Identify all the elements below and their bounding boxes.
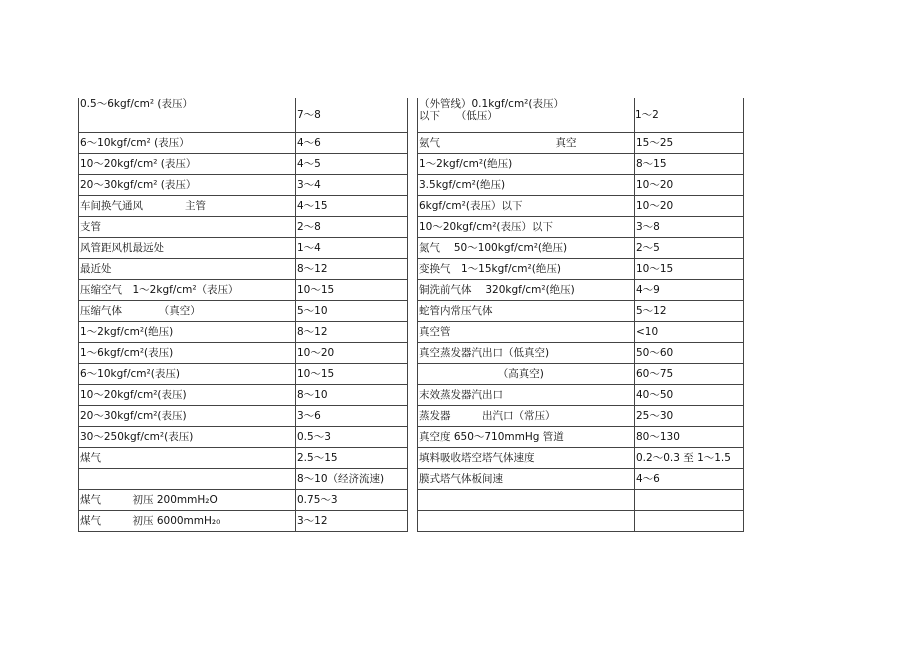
- row-name-cell: 压缩空气 1～2kgf/cm²（表压）: [79, 280, 296, 301]
- table-row: [79, 448, 408, 469]
- row-value-cell: 10～15: [635, 259, 744, 280]
- table-row: [79, 490, 408, 511]
- table-row: [418, 427, 744, 448]
- table-row: [418, 238, 744, 259]
- row-value-cell: 2.5～15: [296, 448, 408, 469]
- table-row: [418, 259, 744, 280]
- row-name-cell: 1～6kgf/cm²(表压): [79, 343, 296, 364]
- row-value-cell: 3～4: [296, 175, 408, 196]
- row-name-cell: 10～20kgf/cm²(表压): [79, 385, 296, 406]
- row-value-cell: [635, 490, 744, 511]
- row-name-cell: （高真空): [418, 364, 635, 385]
- row-name-cell: 蒸发器 出汽口（常压）: [418, 406, 635, 427]
- row-name-cell: 煤气 初压 6000mmH₂₀: [79, 511, 296, 532]
- table-row: [79, 364, 408, 385]
- row-value-cell: 0.75～3: [296, 490, 408, 511]
- row-name-cell: 车间换气通风 主管: [79, 196, 296, 217]
- table-row: [79, 427, 408, 448]
- row-value-cell: 10～15: [296, 280, 408, 301]
- row-name-cell: 0.5～6kgf/cm² (表压）: [79, 98, 296, 133]
- table-row: [79, 259, 408, 280]
- row-name-cell: 10～20kgf/cm²(表压）以下: [418, 217, 635, 238]
- row-value-cell: 4～6: [296, 133, 408, 154]
- table-row: [79, 154, 408, 175]
- row-value-cell: 40～50: [635, 385, 744, 406]
- row-value-cell: [635, 98, 744, 133]
- table-row: [79, 98, 408, 133]
- row-name-cell: 变换气 1～15kgf/cm²(绝压): [418, 259, 635, 280]
- row-name-cell: 真空度 650～710mmHg 管道: [418, 427, 635, 448]
- row-name-cell: 最近处: [79, 259, 296, 280]
- row-value-cell: 0.2～0.3 至 1～1.5: [635, 448, 744, 469]
- table-row: [418, 511, 744, 532]
- row-value-cell: 10～20: [635, 175, 744, 196]
- row-value-cell: 8～15: [635, 154, 744, 175]
- table-row: [418, 406, 744, 427]
- table-row: [79, 175, 408, 196]
- row-name-cell: 10～20kgf/cm² (表压）: [79, 154, 296, 175]
- table-row: [418, 98, 744, 133]
- row-name-cell: 填料吸收塔空塔气体速度: [418, 448, 635, 469]
- table-row: [79, 322, 408, 343]
- right-table: [417, 98, 744, 532]
- row-name-cell: [79, 469, 296, 490]
- row-name-line2: 以下 （低压）: [419, 110, 498, 122]
- row-value-cell: 2～5: [635, 238, 744, 259]
- table-row: [418, 322, 744, 343]
- row-name-cell: 蛇管内常压气体: [418, 301, 635, 322]
- row-value: 1～2: [635, 109, 659, 121]
- table-row: [418, 490, 744, 511]
- table-row: [79, 217, 408, 238]
- row-value-cell: 8～10: [296, 385, 408, 406]
- row-name-cell: 20～30kgf/cm²(表压): [79, 406, 296, 427]
- table-row: [418, 175, 744, 196]
- row-name-cell: 30～250kgf/cm²(表压): [79, 427, 296, 448]
- left-table: [78, 98, 408, 532]
- row-name-cell: 真空管: [418, 322, 635, 343]
- row-name-cell: 6～10kgf/cm²(表压): [79, 364, 296, 385]
- table-row: [79, 343, 408, 364]
- table-row: [418, 133, 744, 154]
- row-value-cell: 8～12: [296, 322, 408, 343]
- table-row: [79, 238, 408, 259]
- row-name-cell: [418, 511, 635, 532]
- row-value-cell: 25～30: [635, 406, 744, 427]
- row-name-cell: 铜洗前气体 320kgf/cm²(绝压): [418, 280, 635, 301]
- row-name-cell: 压缩气体 （真空）: [79, 301, 296, 322]
- table-row: [418, 154, 744, 175]
- row-name-cell: 煤气 初压 200mmH₂O: [79, 490, 296, 511]
- row-value-cell: 7～8: [296, 98, 408, 133]
- row-value-cell: 10～15: [296, 364, 408, 385]
- row-value-cell: 5～10: [296, 301, 408, 322]
- table-row: [79, 301, 408, 322]
- row-value-cell: 10～20: [635, 196, 744, 217]
- table-row: [418, 301, 744, 322]
- table-row: [418, 364, 744, 385]
- row-name-cell: 6kgf/cm²(表压）以下: [418, 196, 635, 217]
- row-value-cell: 3～8: [635, 217, 744, 238]
- table-row: [79, 133, 408, 154]
- table-row: [418, 448, 744, 469]
- table-row: [418, 280, 744, 301]
- row-value-cell: [635, 511, 744, 532]
- row-name-cell: 20～30kgf/cm² (表压）: [79, 175, 296, 196]
- table-row: [418, 217, 744, 238]
- row-value-cell: 4～5: [296, 154, 408, 175]
- row-value-cell: 1～4: [296, 238, 408, 259]
- row-name-cell: 氮气 50～100kgf/cm²(绝压): [418, 238, 635, 259]
- row-value-cell: 2～8: [296, 217, 408, 238]
- row-name-cell: 真空蒸发器汽出口（低真空): [418, 343, 635, 364]
- row-name-cell: 支管: [79, 217, 296, 238]
- row-value-cell: 3～12: [296, 511, 408, 532]
- table-row: [418, 196, 744, 217]
- table-row: [79, 511, 408, 532]
- row-value-cell: 4～9: [635, 280, 744, 301]
- row-value-cell: 5～12: [635, 301, 744, 322]
- row-value-cell: <10: [635, 322, 744, 343]
- row-name-cell: 氨气 真空: [418, 133, 635, 154]
- table-row: [79, 406, 408, 427]
- row-name-cell: 末效蒸发器汽出口: [418, 385, 635, 406]
- row-value-cell: 8～10（经济流速): [296, 469, 408, 490]
- row-name-cell: 6～10kgf/cm² (表压）: [79, 133, 296, 154]
- row-value-cell: 8～12: [296, 259, 408, 280]
- row-value-cell: 4～15: [296, 196, 408, 217]
- row-value-cell: 10～20: [296, 343, 408, 364]
- table-row: [79, 196, 408, 217]
- row-name-cell: [418, 98, 635, 133]
- row-name-cell: 风管距风机最远处: [79, 238, 296, 259]
- table-row: [418, 385, 744, 406]
- row-value-cell: 50～60: [635, 343, 744, 364]
- table-row: [79, 469, 408, 490]
- table-row: [418, 469, 744, 490]
- table-row: [79, 280, 408, 301]
- row-value-cell: 60～75: [635, 364, 744, 385]
- row-name-line1: （外管线）0.1kgf/cm²(表压）: [419, 98, 564, 110]
- row-value-cell: 80～130: [635, 427, 744, 448]
- row-name-cell: 1～2kgf/cm²(绝压): [418, 154, 635, 175]
- row-value-cell: 0.5～3: [296, 427, 408, 448]
- row-value-cell: 15～25: [635, 133, 744, 154]
- row-name-cell: [418, 490, 635, 511]
- table-row: [418, 343, 744, 364]
- table-row: [79, 385, 408, 406]
- row-value-cell: 4～6: [635, 469, 744, 490]
- row-name-cell: 1～2kgf/cm²(绝压): [79, 322, 296, 343]
- row-name-cell: 3.5kgf/cm²(绝压): [418, 175, 635, 196]
- row-name-cell: 煤气: [79, 448, 296, 469]
- row-value-cell: 3～6: [296, 406, 408, 427]
- row-name-cell: 膜式塔气体板间速: [418, 469, 635, 490]
